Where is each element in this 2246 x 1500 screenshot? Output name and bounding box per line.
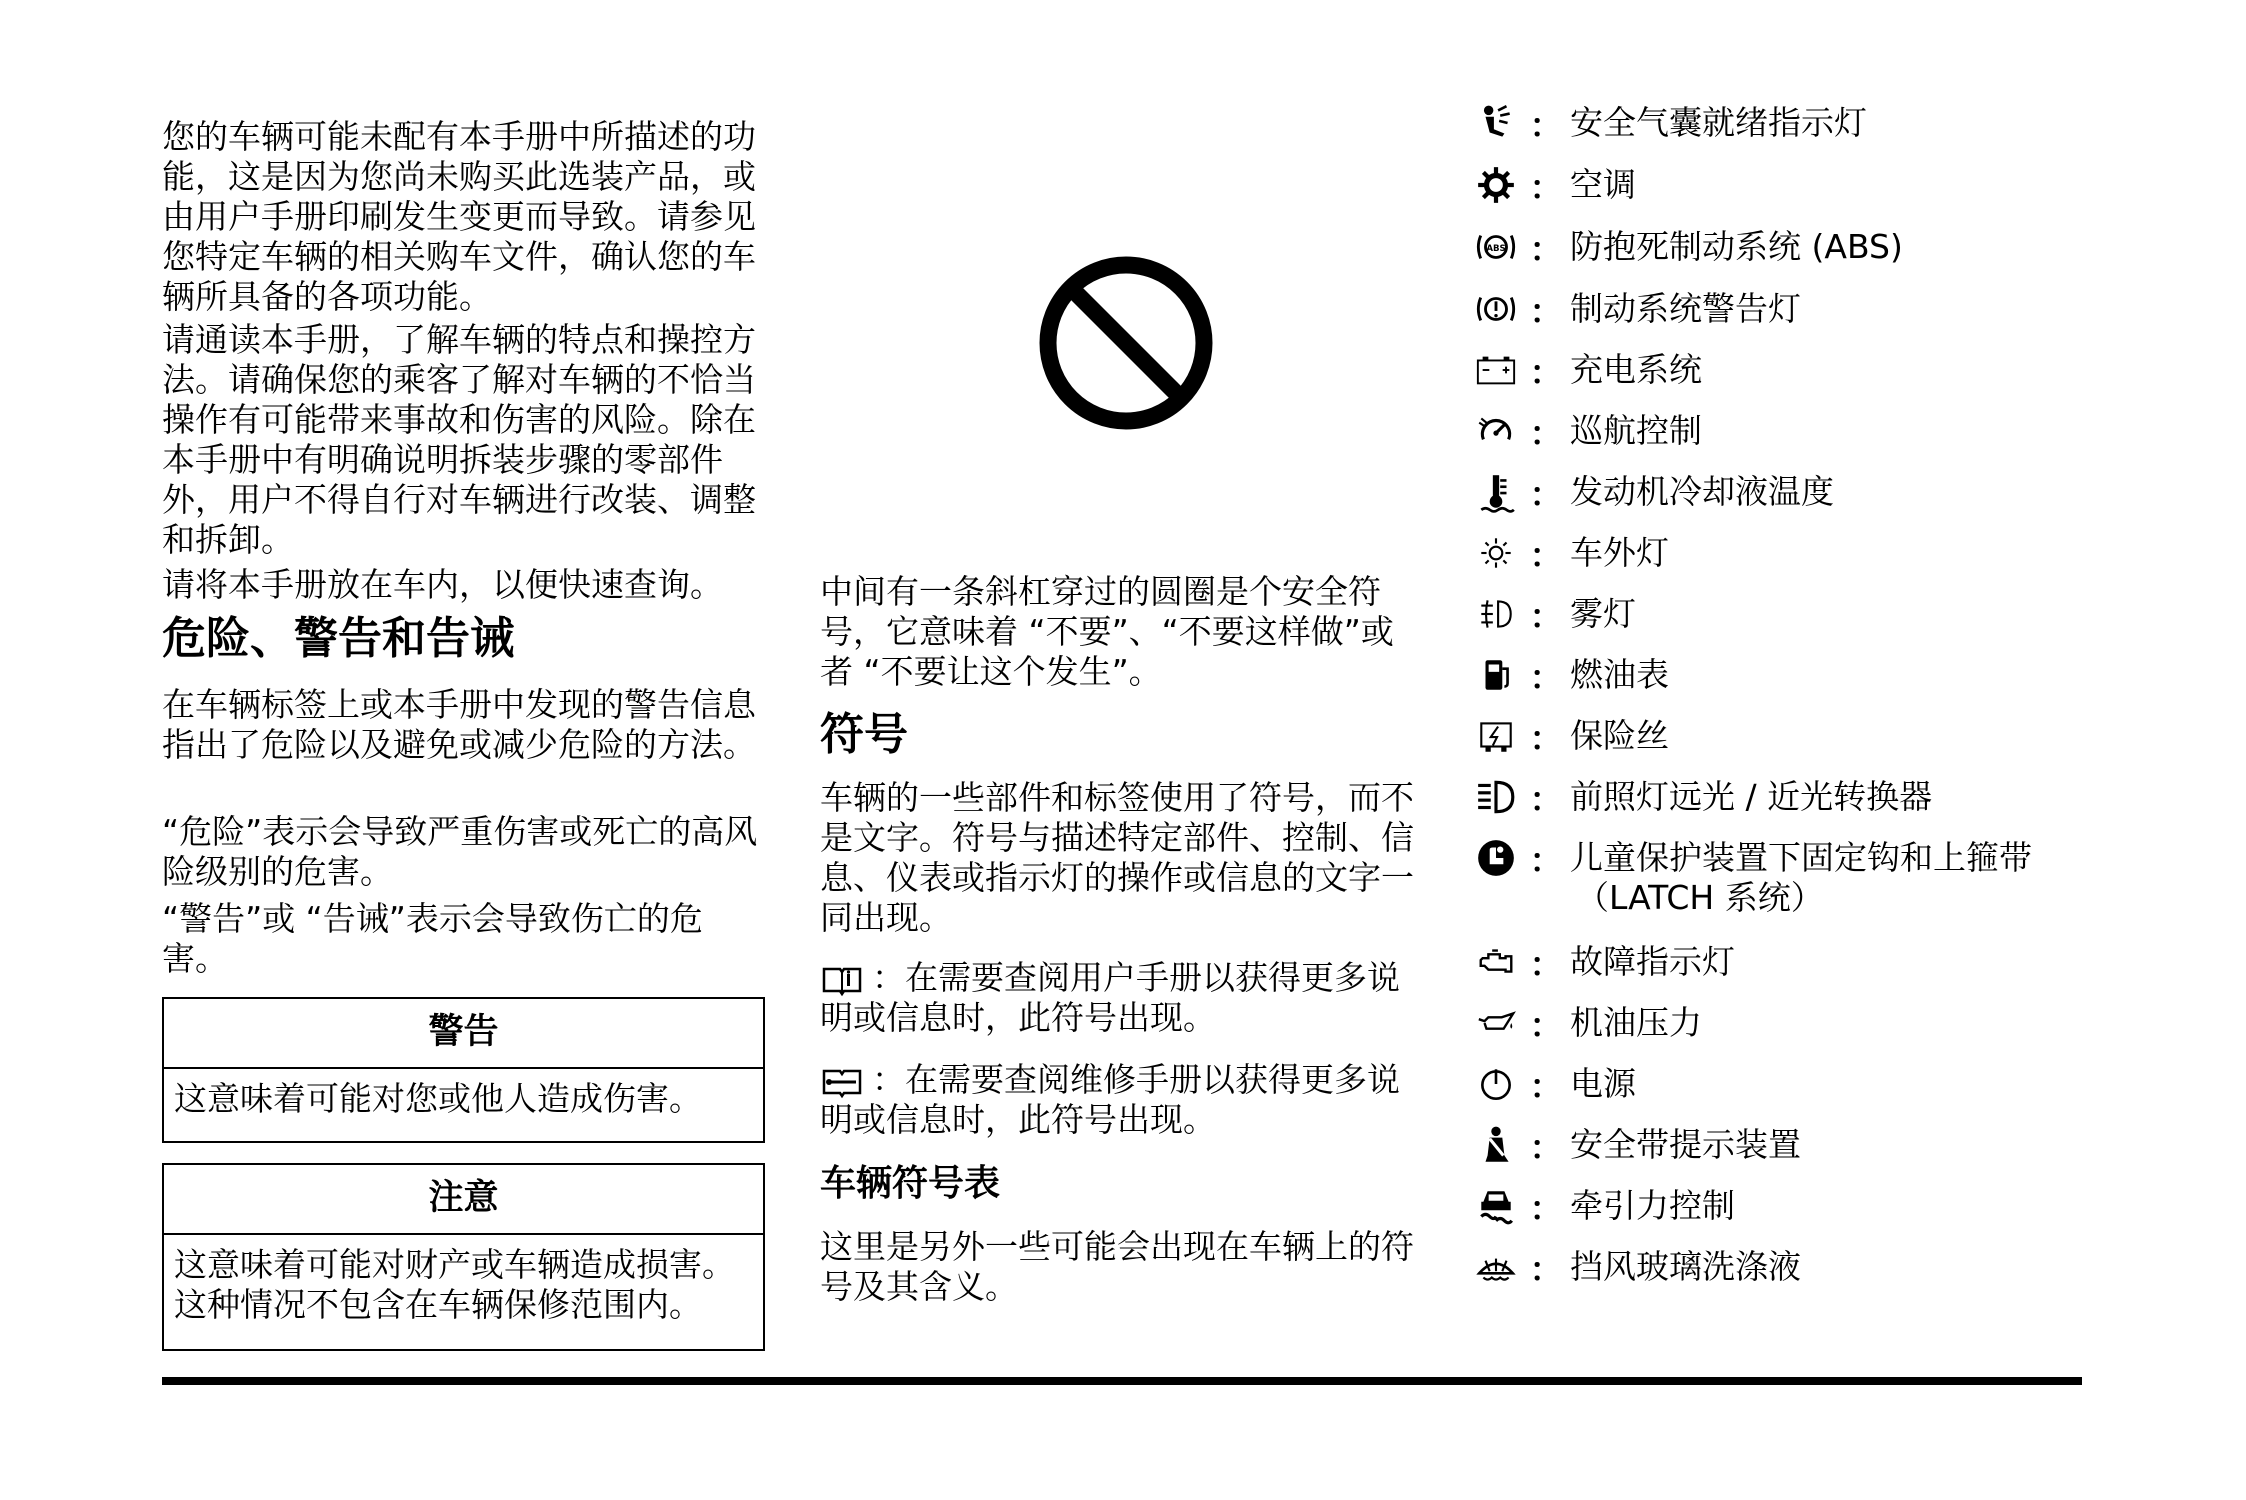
coolant-temperature-icon bbox=[1470, 467, 1522, 517]
symbol-colon: ： bbox=[1529, 167, 1563, 207]
symbol-label: 空调 bbox=[1570, 165, 1636, 204]
symbol-label: 保险丝 bbox=[1570, 716, 1669, 755]
symbol-label: 制动系统警告灯 bbox=[1570, 289, 1801, 328]
symbol-row-abs bbox=[1470, 222, 1903, 272]
read-manual-paragraph: 请通读本手册，了解车辆的特点和操控方法。请确保您的乘客了解对车辆的不恰当操作有可能带来事故和伤害的风险。除在本手册中有明确说明拆装步骤的零部件外，用户不得自行对车辆进行改装、调整和拆卸。 bbox=[162, 320, 756, 559]
symbol-label: 防抱死制动系统 (ABS) bbox=[1570, 227, 1903, 266]
symbol-row-traction bbox=[1470, 1181, 1735, 1231]
symbol-colon: ： bbox=[1529, 718, 1563, 758]
symbol-colon: ： bbox=[1529, 1005, 1563, 1045]
symbol-colon: ： bbox=[1529, 535, 1563, 575]
symbol-row-fuse bbox=[1470, 711, 1669, 761]
vehicle-symbol-chart-heading: 车辆符号表 bbox=[820, 1163, 1001, 1204]
symbol-row-brake bbox=[1470, 284, 1801, 334]
owner-manual-note-text: ：在需要查阅用户手册以获得更多说明或信息时，此符号出现。 bbox=[820, 958, 1400, 1037]
symbol-colon: ： bbox=[1529, 596, 1563, 636]
symbol-colon: ： bbox=[1529, 840, 1563, 880]
svg-text:ABS: ABS bbox=[1486, 243, 1506, 254]
seatbelt-reminder-icon bbox=[1470, 1120, 1522, 1170]
symbol-colon: ： bbox=[1529, 1249, 1563, 1289]
symbol-colon: ： bbox=[1529, 1188, 1563, 1228]
symbol-label: 雾灯 bbox=[1570, 594, 1636, 633]
warning-box-title: 警告 bbox=[164, 999, 763, 1069]
symbol-colon: ： bbox=[1529, 779, 1563, 819]
symbol-chart-intro: 这里是另外一些可能会出现在车辆上的符号及其含义。 bbox=[820, 1227, 1414, 1306]
symbol-row-coolant bbox=[1470, 467, 1834, 517]
windshield-washer-icon bbox=[1470, 1242, 1522, 1292]
symbol-label: 故障指示灯 bbox=[1570, 942, 1735, 981]
danger-warning-heading: 危险、警告和告诫 bbox=[162, 613, 514, 664]
battery-icon bbox=[1470, 345, 1522, 395]
symbol-colon: ： bbox=[1529, 657, 1563, 697]
service-manual-icon bbox=[820, 1065, 864, 1099]
service-manual-note-text: ：在需要查阅维修手册以获得更多说明或信息时，此符号出现。 bbox=[820, 1060, 1400, 1139]
symbol-label: 发动机冷却液温度 bbox=[1570, 472, 1834, 511]
symbol-colon: ： bbox=[1529, 944, 1563, 984]
airbag-icon bbox=[1470, 98, 1522, 148]
air-conditioning-icon bbox=[1470, 160, 1522, 210]
traction-control-icon bbox=[1470, 1181, 1522, 1231]
symbol-colon: ： bbox=[1529, 1066, 1563, 1106]
symbol-label: 牵引力控制 bbox=[1570, 1186, 1735, 1225]
symbol-row-engine-check bbox=[1470, 937, 1735, 987]
notice-box-title: 注意 bbox=[164, 1165, 763, 1235]
fuel-gauge-icon bbox=[1470, 650, 1522, 700]
symbol-row-fuel bbox=[1470, 650, 1669, 700]
symbol-row-cruise bbox=[1470, 406, 1702, 456]
symbol-label: 车外灯 bbox=[1570, 533, 1669, 572]
symbol-label: 挡风玻璃洗涤液 bbox=[1570, 1247, 1801, 1286]
symbol-row-battery bbox=[1470, 345, 1702, 395]
intro-paragraph: 您的车辆可能未配有本手册中所描述的功能，这是因为您尚未购买此选装产品，或由用户手册印刷发生变更而导致。请参见您特定车辆的相关购车文件，确认您的车辆所具备的各项功能。 bbox=[162, 117, 756, 316]
symbol-label: 机油压力 bbox=[1570, 1003, 1702, 1042]
keep-manual-paragraph: 请将本手册放在车内，以便快速查询。 bbox=[162, 565, 723, 604]
symbol-label: 前照灯远光 / 近光转换器 bbox=[1570, 777, 1933, 816]
abs-icon bbox=[1470, 222, 1522, 272]
symbol-colon: ： bbox=[1529, 1127, 1563, 1167]
service-manual-note bbox=[820, 1060, 1420, 1140]
symbol-row-airbag bbox=[1470, 98, 1867, 148]
engine-check-icon bbox=[1470, 937, 1522, 987]
symbol-label: 燃油表 bbox=[1570, 655, 1669, 694]
symbol-row-washer bbox=[1470, 1242, 1801, 1292]
symbol-label: 儿童保护装置下固定钩和上箍带 bbox=[1570, 838, 2032, 877]
symbol-label: 安全气囊就绪指示灯 bbox=[1570, 103, 1867, 142]
oil-pressure-icon bbox=[1470, 998, 1522, 1048]
warning-box bbox=[162, 997, 765, 1143]
warning-definition-paragraph: “警告”或 “告诫”表示会导致伤亡的危害。 bbox=[162, 899, 703, 978]
fog-lamp-icon bbox=[1470, 589, 1522, 639]
symbols-heading: 符号 bbox=[820, 709, 908, 760]
symbol-row-high-beam bbox=[1470, 772, 1932, 822]
safety-symbol-paragraph: 中间有一条斜杠穿过的圆圈是个安全符号，它意味着 “不要”、“不要这样做”或者 “不要让这个发生”。 bbox=[820, 572, 1394, 691]
symbol-colon: ： bbox=[1529, 105, 1563, 145]
symbol-label: 电源 bbox=[1570, 1064, 1636, 1103]
symbol-label: 充电系统 bbox=[1570, 350, 1702, 389]
exterior-lamp-icon bbox=[1470, 528, 1522, 578]
warning-box-body: 这意味着可能对您或他人造成伤害。 bbox=[174, 1079, 702, 1118]
symbol-colon: ： bbox=[1529, 413, 1563, 453]
high-beam-icon bbox=[1470, 772, 1522, 822]
symbol-row-power bbox=[1470, 1059, 1636, 1109]
notice-box-body: 这意味着可能对财产或车辆造成损害。这种情况不包含在车辆保修范围内。 bbox=[174, 1245, 735, 1324]
power-icon bbox=[1470, 1059, 1522, 1109]
symbol-colon: ： bbox=[1529, 291, 1563, 331]
symbol-row-seatbelt bbox=[1470, 1120, 1801, 1170]
symbol-row-fog-lamp bbox=[1470, 589, 1636, 639]
symbol-colon: ： bbox=[1529, 229, 1563, 269]
prohibition-symbol-icon bbox=[1038, 255, 1214, 431]
fuse-icon bbox=[1470, 711, 1522, 761]
child-seat-latch-icon bbox=[1470, 833, 1522, 883]
symbol-label: 巡航控制 bbox=[1570, 411, 1702, 450]
symbol-row-latch bbox=[1470, 833, 2032, 883]
latch-system-label: （LATCH 系统） bbox=[1576, 878, 1824, 917]
symbol-colon: ： bbox=[1529, 474, 1563, 514]
symbol-row-air-conditioning bbox=[1470, 160, 1636, 210]
symbol-row-exterior-lamp bbox=[1470, 528, 1669, 578]
owner-manual-note bbox=[820, 958, 1420, 1038]
symbols-paragraph: 车辆的一些部件和标签使用了符号，而不是文字。符号与描述特定部件、控制、信息、仪表或指示灯的操作或信息的文字一同出现。 bbox=[820, 778, 1414, 937]
book-icon bbox=[820, 963, 864, 997]
cruise-control-icon bbox=[1470, 406, 1522, 456]
notice-box bbox=[162, 1163, 765, 1351]
symbol-label: 安全带提示装置 bbox=[1570, 1125, 1801, 1164]
symbol-colon: ： bbox=[1529, 352, 1563, 392]
warning-info-paragraph: 在车辆标签上或本手册中发现的警告信息指出了危险以及避免或减少危险的方法。 bbox=[162, 685, 756, 764]
bottom-rule bbox=[162, 1377, 2082, 1385]
symbol-row-oil-pressure bbox=[1470, 998, 1702, 1048]
danger-definition-paragraph: “危险”表示会导致严重伤害或死亡的高风险级别的危害。 bbox=[162, 812, 758, 891]
brake-warning-icon bbox=[1470, 284, 1522, 334]
